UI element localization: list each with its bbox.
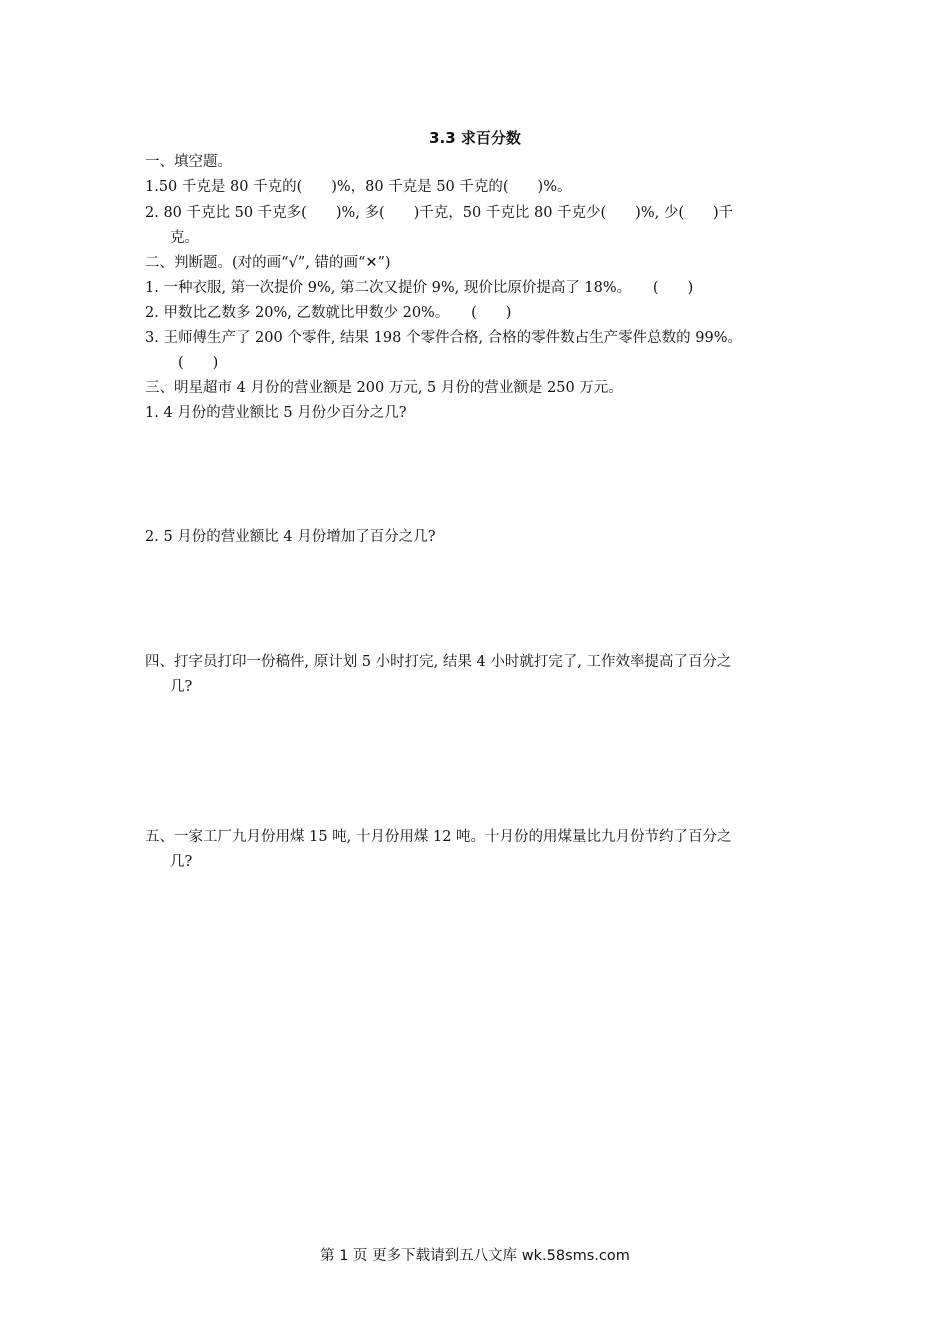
section2-question-1: 1. 一种衣服, 第一次提价 9%, 第二次又提价 9%, 现价比原价提高了 18%。 ( )	[145, 280, 694, 296]
section2-question-3-answer-blank: ( )	[178, 355, 219, 371]
section1-question-2-line2: 克。	[170, 230, 199, 246]
section5-line2: 几?	[170, 854, 193, 870]
section4-line2: 几?	[170, 679, 193, 695]
section1-question-2-line1: 2. 80 千克比 50 千克多( )%, 多( )千克，50 千克比 80 千克少( )%, 少( )千	[145, 205, 734, 221]
section3-question-2: 2. 5 月份的营业额比 4 月份增加了百分之几?	[145, 529, 436, 545]
section2-question-3-line1: 3. 王师傅生产了 200 个零件, 结果 198 个零件合格, 合格的零件数占生产零件总数的 99%。	[145, 330, 743, 346]
section2-question-2: 2. 甲数比乙数多 20%, 乙数就比甲数少 20%。 ( )	[145, 305, 512, 321]
page-footer: 第 1 页 更多下载请到五八文库 wk.58sms.com	[320, 1248, 630, 1264]
section4-line1: 四、打字员打印一份稿件, 原计划 5 小时打完, 结果 4 小时就打完了, 工作效率提高了百分之	[145, 654, 732, 670]
page-title: 3.3 求百分数	[429, 129, 521, 147]
section3-heading: 三、明星超市 4 月份的营业额是 200 万元, 5 月份的营业额是 250 万元。	[145, 380, 623, 396]
section3-question-1: 1. 4 月份的营业额比 5 月份少百分之几?	[145, 405, 407, 421]
section1-heading: 一、填空题。	[145, 154, 232, 170]
section2-heading: 二、判断题。(对的画“√”, 错的画“✕”)	[145, 255, 391, 271]
section5-line1: 五、一家工厂九月份用煤 15 吨, 十月份用煤 12 吨。十月份的用煤量比九月份节约了百分之	[145, 829, 732, 845]
section1-question-1: 1.50 千克是 80 千克的( )%，80 千克是 50 千克的( )%。	[145, 179, 572, 195]
